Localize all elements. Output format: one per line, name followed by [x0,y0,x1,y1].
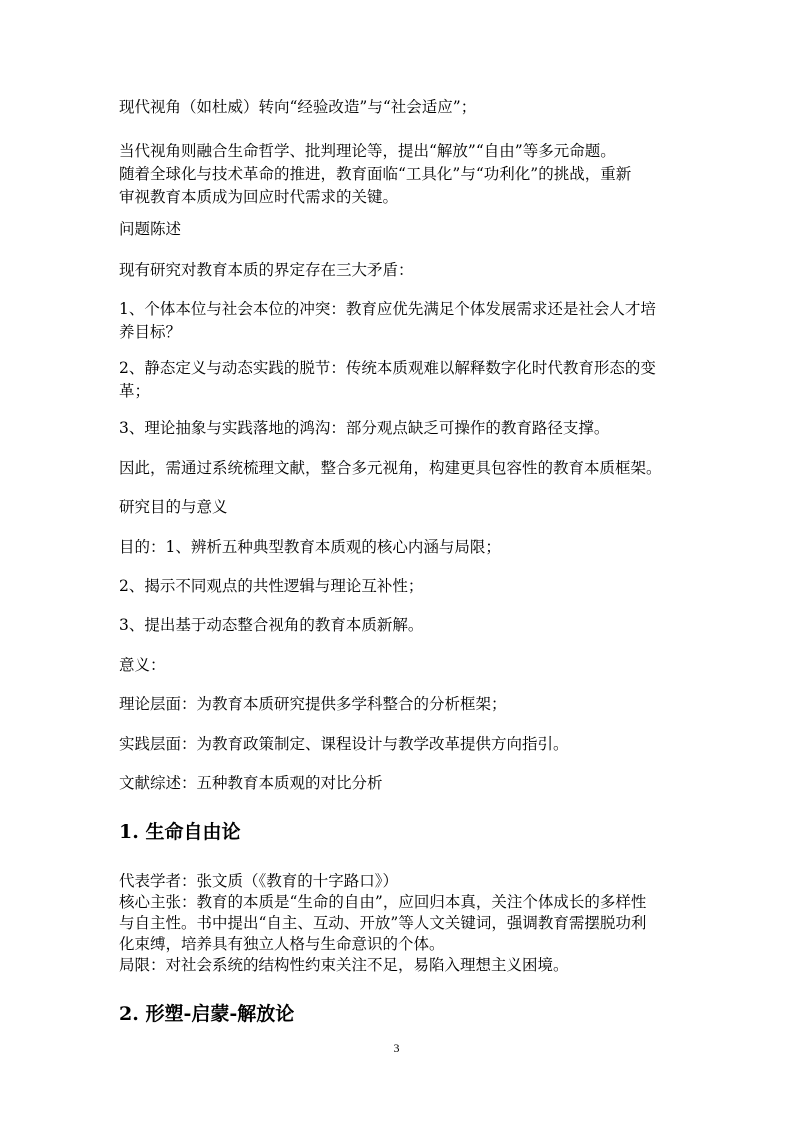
list-item-continued: 革； [119,382,151,400]
section-heading: 2. 形塑-启蒙-解放论 [119,1003,295,1025]
list-item: 3、提出基于动态整合视角的教育本质新解。 [119,616,424,634]
list-item: 3、理论抽象与实践落地的鸿沟：部分观点缺乏可操作的教育路径支撑。 [119,419,610,437]
page-number: 3 [393,1041,400,1055]
section-heading: 1. 生命自由论 [119,821,241,843]
list-item: 1、个体本位与社会本位的冲突：教育应优先满足个体发展需求还是社会人才培 [119,300,656,318]
list-item: 2、揭示不同观点的共性逻辑与理论互补性； [119,577,424,595]
list-item-continued: 养目标？ [119,323,182,341]
section-label: 研究目的与意义 [119,498,228,516]
paragraph: 化束缚，培养具有独立人格与生命意识的个体。 [119,935,445,953]
paragraph: 审视教育本质成为回应时代需求的关键。 [119,188,399,206]
paragraph: 与自主性。书中提出“自主、互动、开放”等人文关键词，强调教育需摆脱功利 [119,914,647,932]
paragraph: 代表学者：张文质（《教育的十字路口》） [119,872,399,890]
paragraph: 核心主张：教育的本质是“生命的自由”，应回归本真，关注个体成长的多样性 [119,893,647,911]
paragraph: 实践层面：为教育政策制定、课程设计与教学改革提供方向指引。 [119,735,569,753]
paragraph: 因此，需通过系统梳理文献，整合多元视角，构建更具包容性的教育本质框架。 [119,459,662,477]
paragraph: 现有研究对教育本质的界定存在三大矛盾： [119,261,414,279]
section-label: 问题陈述 [119,220,182,238]
list-item: 目的：1、辨析五种典型教育本质观的核心内涵与局限； [119,538,501,556]
paragraph: 理论层面：为教育本质研究提供多学科整合的分析框架； [119,695,507,713]
section-label: 文献综述：五种教育本质观的对比分析 [119,774,383,792]
paragraph: 随着全球化与技术革命的推进，教育面临“工具化”与“功利化”的挑战，重新 [119,165,632,183]
list-item: 2、静态定义与动态实践的脱节：传统本质观难以解释数字化时代教育形态的变 [119,359,656,377]
paragraph: 现代视角（如杜威）转向“经验改造”与“社会适应”； [119,98,477,116]
paragraph: 当代视角则融合生命哲学、批判理论等，提出“解放”“自由”等多元命题。 [119,142,616,160]
paragraph: 意义： [119,656,166,674]
paragraph: 局限：对社会系统的结构性约束关注不足，易陷入理想主义困境。 [119,956,569,974]
